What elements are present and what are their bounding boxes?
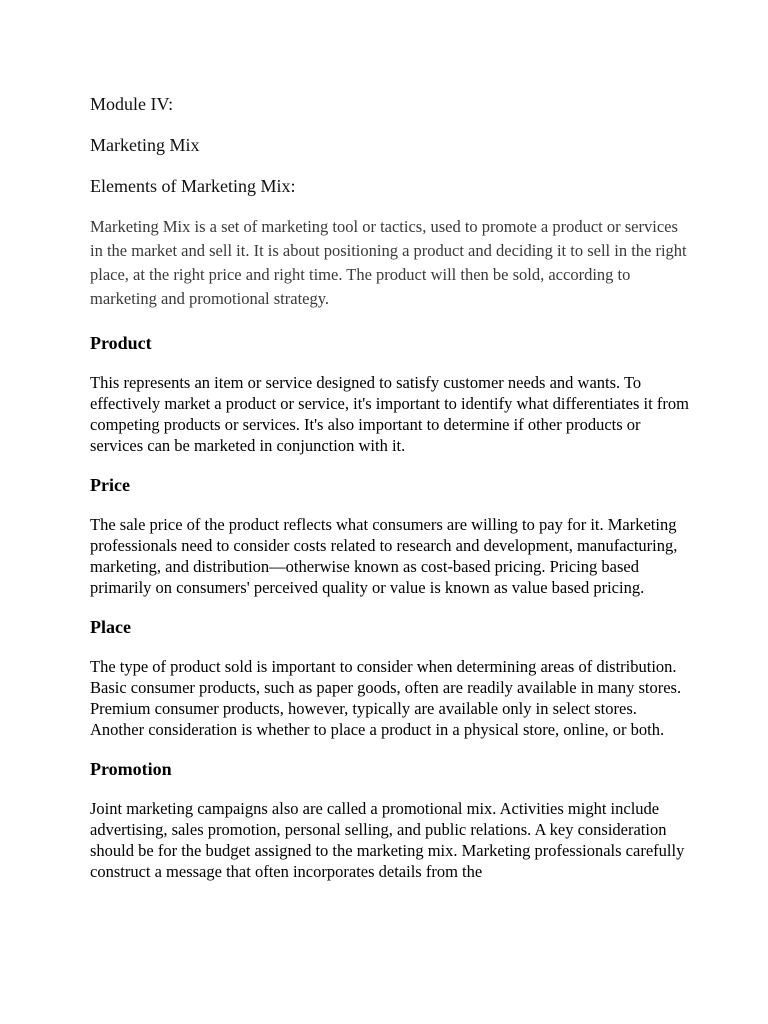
section-title-promotion: Promotion [90,759,172,779]
section-body-price: The sale price of the product reflects what consumers are willing to pay for it. Marketing professionals need to consider costs related to research and development, manufacturing, marketing, and distribution—otherwise known as cost-based pricing. Pricing based primarily on consumers' perceived quality or value is known as value based pricing. [90,515,678,597]
module-heading: Module IV: [90,94,174,114]
section-body-place: The type of product sold is important to consider when determining areas of distribution. Basic consumer products, such as paper goods, often are readily available in many stores. Premium consumer products, however, typically are available only in select stores. Another consideration is whether to place a product in a physical store, online, or both. [90,657,682,739]
section-body-promotion: Joint marketing campaigns also are called a promotional mix. Activities might include advertising, sales promotion, personal selling, and public relations. A key consideration should be for the budget assigned to the marketing mix. Marketing professionals carefully construct a message that often incorporates details from the [90,799,685,881]
section-title-place: Place [90,617,131,637]
document-page [90,92,690,899]
topic-heading: Marketing Mix [90,135,200,155]
section-body-product: This represents an item or service designed to satisfy customer needs and wants. To effectively market a product or service, it's important to identify what differentiates it from competing products or services. It's also important to determine if other products or services can be marketed in conjunction with it. [90,373,689,455]
section-title-product: Product [90,333,152,353]
subtopic-heading: Elements of Marketing Mix: [90,176,296,196]
section-title-price: Price [90,475,130,495]
intro-paragraph: Marketing Mix is a set of marketing tool or tactics, used to promote a product or services in the market and sell it. It is about positioning a product and deciding it to sell in the right place, at the right price and right time. The product will then be sold, according to marketing and promotional strategy. [90,217,687,308]
